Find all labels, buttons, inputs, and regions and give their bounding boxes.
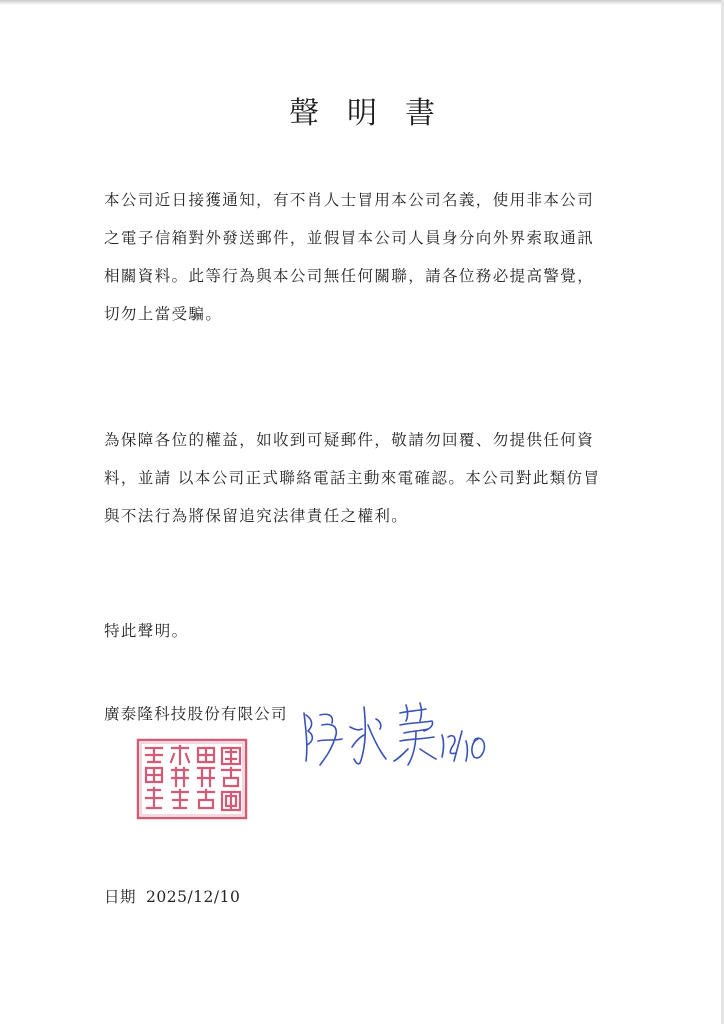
closing-statement [104,612,616,650]
paragraph-notice [104,181,616,333]
date-value: 2025/12/10 [146,888,241,906]
date-label: 日期 [104,888,137,906]
paragraph-line: 相關資料。此等行為與本公司無任何關聯，請各位務必提高警覺， [104,267,595,285]
paragraph-line: 為保障各位的權益，如收到可疑郵件，敬請勿回覆、勿提供任何資 [104,431,595,449]
document-title: 聲明書 [289,96,463,131]
scan-edge-top [0,0,724,5]
paragraph-line: 之電子信箱對外發送郵件，並假冒本公司人員身分向外界索取通訊 [104,229,595,247]
handwritten-signature [296,695,496,775]
document-date [104,885,250,907]
company-seal [136,738,248,820]
paragraph-line: 本公司近日接獲通知，有不肖人士冒用本公司名義，使用非本公司 [104,191,595,209]
company-name: 廣泰隆科技股份有限公司 [104,705,288,723]
paragraph-line: 切勿上當受騙。 [104,305,223,323]
paragraph-advice [104,421,616,535]
paragraph-line: 與不法行為將保留追究法律責任之權利。 [104,507,409,525]
paragraph-line: 料，並請 以本公司正式聯絡電話主動來電確認。本公司對此類仿冒 [104,469,601,487]
closing-line: 特此聲明。 [104,622,189,640]
